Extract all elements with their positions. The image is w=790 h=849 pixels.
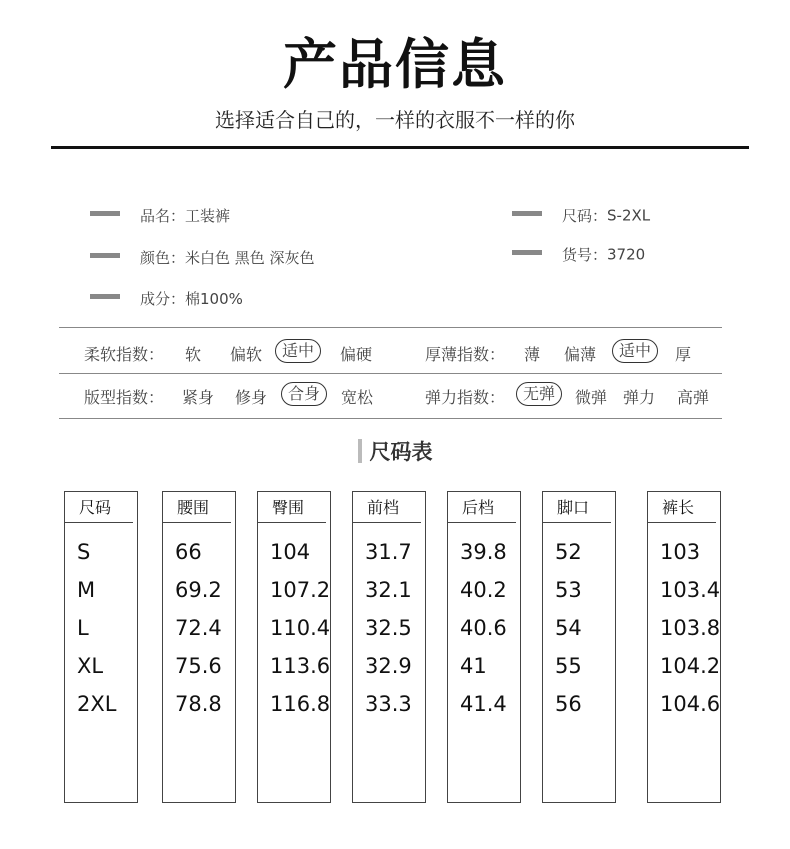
index-softness-option: 偏硬 bbox=[340, 345, 373, 364]
size-column-header: 前档 bbox=[353, 492, 421, 523]
size-column bbox=[257, 491, 331, 803]
index-fit-option-selected: 合身 bbox=[281, 382, 327, 406]
size-cell: S bbox=[77, 540, 91, 564]
size-cell: 32.9 bbox=[365, 654, 412, 678]
bullet-dash-icon bbox=[90, 294, 120, 299]
size-cell: 110.4 bbox=[270, 616, 331, 640]
index-fit-option: 宽松 bbox=[341, 388, 374, 407]
size-cell: 104.6 bbox=[660, 692, 721, 716]
divider-top bbox=[59, 327, 722, 328]
size-cell: 40.6 bbox=[460, 616, 507, 640]
size-cell: 52 bbox=[555, 540, 582, 564]
index-thickness-label: 厚薄指数： bbox=[425, 345, 506, 364]
size-column-header: 脚口 bbox=[543, 492, 611, 523]
size-cell: 103.4 bbox=[660, 578, 721, 602]
index-stretch-option-selected: 无弹 bbox=[516, 382, 562, 406]
index-softness-label: 柔软指数： bbox=[84, 345, 165, 364]
size-cell: 69.2 bbox=[175, 578, 222, 602]
size-cell: 32.5 bbox=[365, 616, 412, 640]
size-cell: XL bbox=[77, 654, 104, 678]
title-bar-icon bbox=[358, 439, 362, 463]
size-cell: 2XL bbox=[77, 692, 117, 716]
size-column bbox=[64, 491, 138, 803]
index-thickness-option-selected: 适中 bbox=[612, 339, 658, 363]
bullet-dash-icon bbox=[512, 211, 542, 216]
size-cell: 39.8 bbox=[460, 540, 507, 564]
size-cell: 103.8 bbox=[660, 616, 721, 640]
index-softness-option: 偏软 bbox=[230, 345, 263, 364]
size-cell: 33.3 bbox=[365, 692, 412, 716]
size-column bbox=[447, 491, 521, 803]
index-thickness-option: 厚 bbox=[675, 345, 692, 364]
size-column-header: 后档 bbox=[448, 492, 516, 523]
size-cell: 40.2 bbox=[460, 578, 507, 602]
size-cell: 75.6 bbox=[175, 654, 222, 678]
info-color-key: 颜色： bbox=[140, 249, 186, 267]
index-stretch-option: 高弹 bbox=[677, 388, 710, 407]
size-column bbox=[647, 491, 721, 803]
size-column-header: 裤长 bbox=[648, 492, 716, 523]
size-cell: 78.8 bbox=[175, 692, 222, 716]
header-divider bbox=[51, 146, 749, 149]
index-softness-option: 软 bbox=[185, 345, 202, 364]
size-cell: 113.6 bbox=[270, 654, 331, 678]
info-material-value: 棉100% bbox=[185, 290, 243, 308]
bullet-dash-icon bbox=[90, 211, 120, 216]
size-column bbox=[542, 491, 616, 803]
info-size-key: 尺码： bbox=[562, 207, 608, 225]
size-column-header: 尺码 bbox=[65, 492, 133, 523]
size-cell: 104.2 bbox=[660, 654, 721, 678]
size-cell: 55 bbox=[555, 654, 582, 678]
size-cell: 72.4 bbox=[175, 616, 222, 640]
size-column-header: 臀围 bbox=[258, 492, 326, 523]
info-color bbox=[90, 247, 315, 268]
divider-middle bbox=[59, 373, 722, 374]
size-cell: L bbox=[77, 616, 89, 640]
info-name-key: 品名： bbox=[140, 207, 186, 225]
size-column bbox=[352, 491, 426, 803]
size-cell: 56 bbox=[555, 692, 582, 716]
index-fit-option: 紧身 bbox=[182, 388, 215, 407]
size-cell: 107.2 bbox=[270, 578, 331, 602]
index-stretch-label: 弹力指数： bbox=[425, 388, 506, 407]
size-cell: M bbox=[77, 578, 96, 602]
index-thickness-option: 偏薄 bbox=[564, 345, 597, 364]
info-material bbox=[90, 288, 243, 309]
index-stretch-option: 弹力 bbox=[623, 388, 656, 407]
index-fit-option: 修身 bbox=[235, 388, 268, 407]
size-cell: 53 bbox=[555, 578, 582, 602]
bullet-dash-icon bbox=[512, 250, 542, 255]
size-cell: 41.4 bbox=[460, 692, 507, 716]
info-item-no-value: 3720 bbox=[607, 245, 646, 264]
info-material-key: 成分： bbox=[140, 290, 186, 308]
size-cell: 54 bbox=[555, 616, 582, 640]
size-cell: 116.8 bbox=[270, 692, 331, 716]
size-cell: 103 bbox=[660, 540, 701, 564]
size-cell: 32.1 bbox=[365, 578, 412, 602]
bullet-dash-icon bbox=[90, 253, 120, 258]
size-cell: 41 bbox=[460, 654, 487, 678]
index-fit-label: 版型指数： bbox=[84, 388, 165, 407]
size-table-title bbox=[0, 436, 790, 466]
info-color-value: 米白色 黑色 深灰色 bbox=[185, 249, 315, 267]
info-item-no bbox=[512, 244, 645, 265]
info-size-value: S-2XL bbox=[607, 206, 651, 225]
size-table-title-text: 尺码表 bbox=[369, 440, 433, 464]
page-title: 产品信息 bbox=[283, 33, 507, 96]
info-name-value: 工装裤 bbox=[185, 207, 231, 225]
index-thickness-option: 薄 bbox=[524, 345, 541, 364]
size-column bbox=[162, 491, 236, 803]
divider-bottom bbox=[59, 418, 722, 419]
index-stretch-option: 微弹 bbox=[575, 388, 608, 407]
size-cell: 104 bbox=[270, 540, 311, 564]
info-name bbox=[90, 205, 230, 226]
index-softness-option-selected: 适中 bbox=[275, 339, 321, 363]
info-size bbox=[512, 205, 650, 226]
page-subtitle: 选择适合自己的，一样的衣服不一样的你 bbox=[215, 108, 575, 132]
size-cell: 31.7 bbox=[365, 540, 412, 564]
size-cell: 66 bbox=[175, 540, 202, 564]
size-column-header: 腰围 bbox=[163, 492, 231, 523]
info-item-no-key: 货号： bbox=[562, 246, 608, 264]
